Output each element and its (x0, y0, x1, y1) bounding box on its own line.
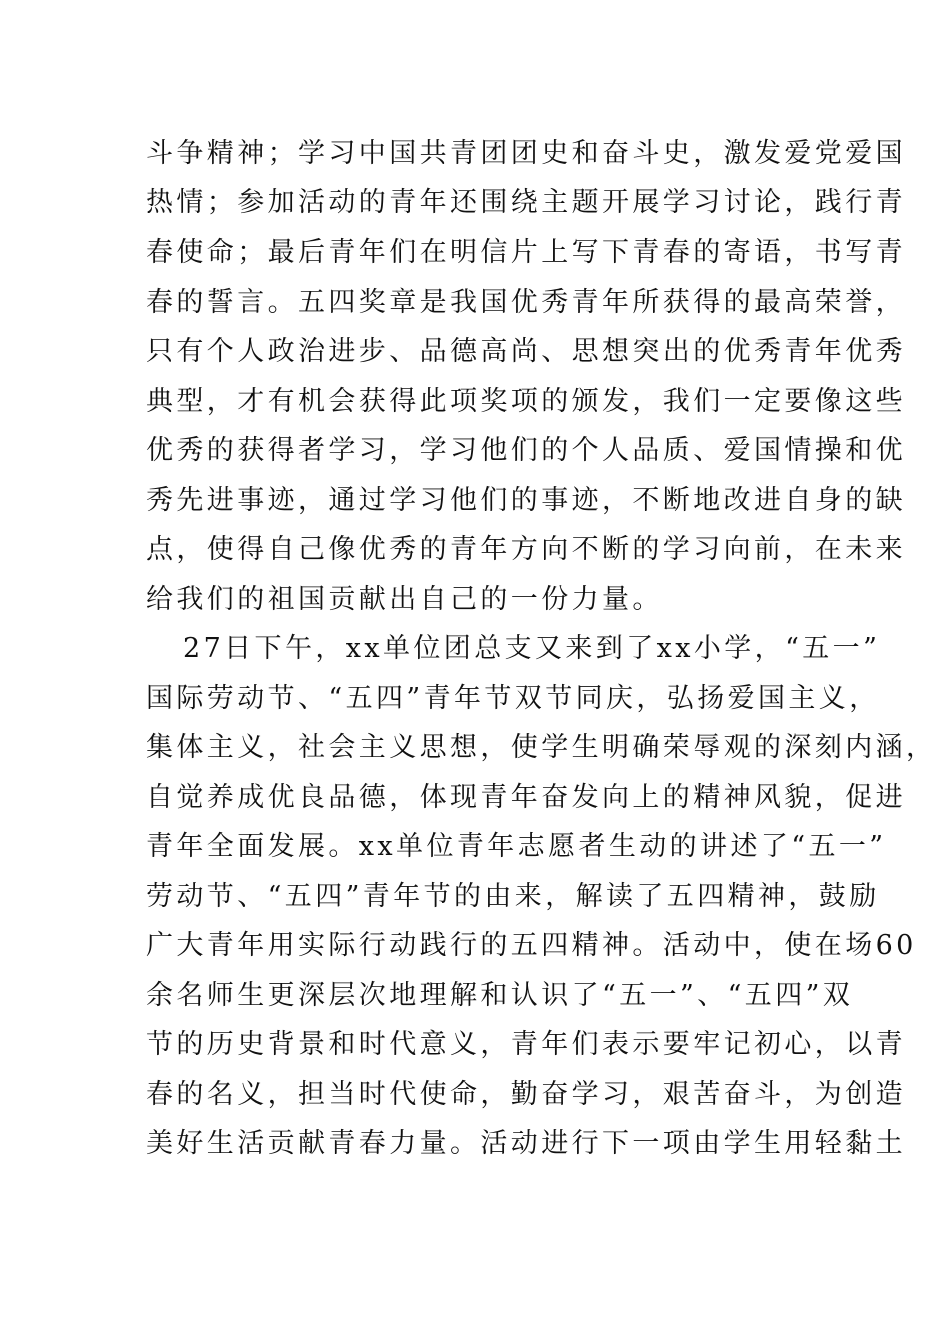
text-line: 自觉养成优良品德，体现青年奋发向上的精神风貌，促进 (146, 782, 906, 813)
text-line: 春的名义，担当时代使命，勤奋学习，艰苦奋斗，为创造 (146, 1079, 906, 1110)
text-line: 斗争精神；学习中国共青团团史和奋斗史，激发爱党爱国 (146, 138, 906, 169)
text-line: 余名师生更深层次地理解和认识了“五一”、“五四”双 (146, 980, 854, 1011)
text-line: 热情；参加活动的青年还围绕主题开展学习讨论，践行青 (146, 187, 906, 218)
text-line: 春的誓言。五四奖章是我国优秀青年所获得的最高荣誉， (146, 287, 906, 318)
text-line: 广大青年用实际行动践行的五四精神。活动中，使在场60 (146, 930, 917, 961)
text-line: 优秀的获得者学习，学习他们的个人品质、爱国情操和优 (146, 435, 906, 466)
paragraph-first-line: 27日下午，xx单位团总支又来到了xx小学，“五一” (183, 633, 881, 664)
text-line: 集体主义，社会主义思想，使学生明确荣辱观的深刻内涵， (146, 732, 937, 763)
text-line: 劳动节、“五四”青年节的由来，解读了五四精神，鼓励 (146, 881, 880, 912)
text-line: 典型，才有机会获得此项奖项的颁发，我们一定要像这些 (146, 386, 906, 417)
text-line: 点，使得自己像优秀的青年方向不断的学习向前，在未来 (146, 534, 906, 565)
text-line: 春使命；最后青年们在明信片上写下青春的寄语，书写青 (146, 237, 906, 268)
text-line: 节的历史背景和时代意义，青年们表示要牢记初心，以青 (146, 1029, 906, 1060)
text-line: 青年全面发展。xx单位青年志愿者生动的讲述了“五一” (146, 831, 887, 862)
text-line: 美好生活贡献青春力量。活动进行下一项由学生用轻黏土 (146, 1128, 906, 1159)
text-line: 国际劳动节、“五四”青年节双节同庆，弘扬爱国主义， (146, 683, 880, 714)
text-line: 只有个人政治进步、品德高尚、思想突出的优秀青年优秀 (146, 336, 906, 367)
text-line: 秀先进事迹，通过学习他们的事迹，不断地改进自身的缺 (146, 485, 906, 516)
text-line: 给我们的祖国贡献出自己的一份力量。 (146, 584, 663, 615)
